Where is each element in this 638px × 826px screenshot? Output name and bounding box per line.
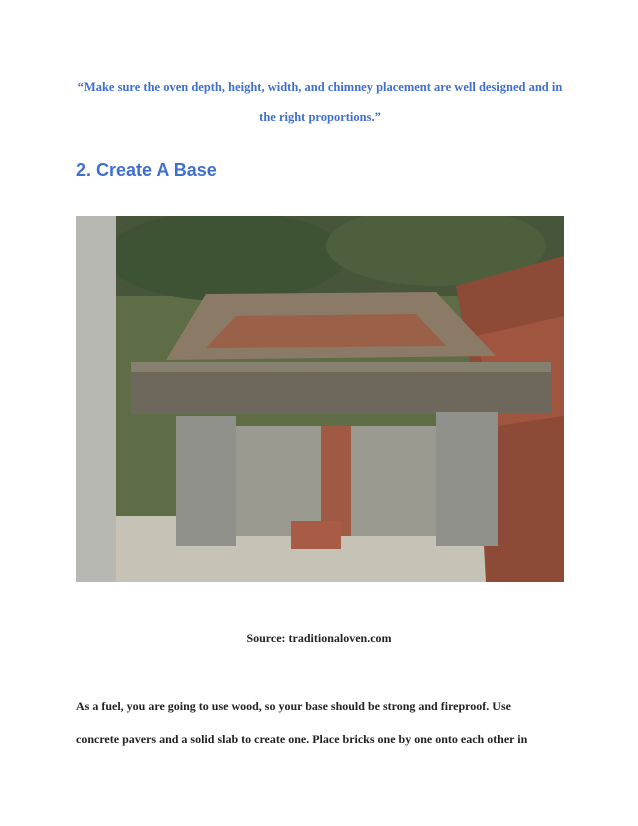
body-paragraph (76, 690, 576, 756)
body-line-1: As a fuel, you are going to use wood, so your base should be strong and fireproof. Use (76, 699, 511, 713)
pull-quote (76, 72, 564, 132)
image-caption: Source: traditionaloven.com (246, 631, 392, 645)
photo-of-brick-oven-base-icon (76, 216, 564, 582)
section-heading: 2. Create A Base (76, 160, 217, 180)
oven-base-photo (76, 216, 564, 582)
pull-quote-line-2: the right proportions.” (259, 110, 381, 124)
pull-quote-line-1: “Make sure the oven depth, height, width, and chimney placement are well designed and in (77, 80, 563, 94)
body-line-2: concrete pavers and a solid slab to create one. Place bricks one by one onto each other in (76, 732, 528, 746)
